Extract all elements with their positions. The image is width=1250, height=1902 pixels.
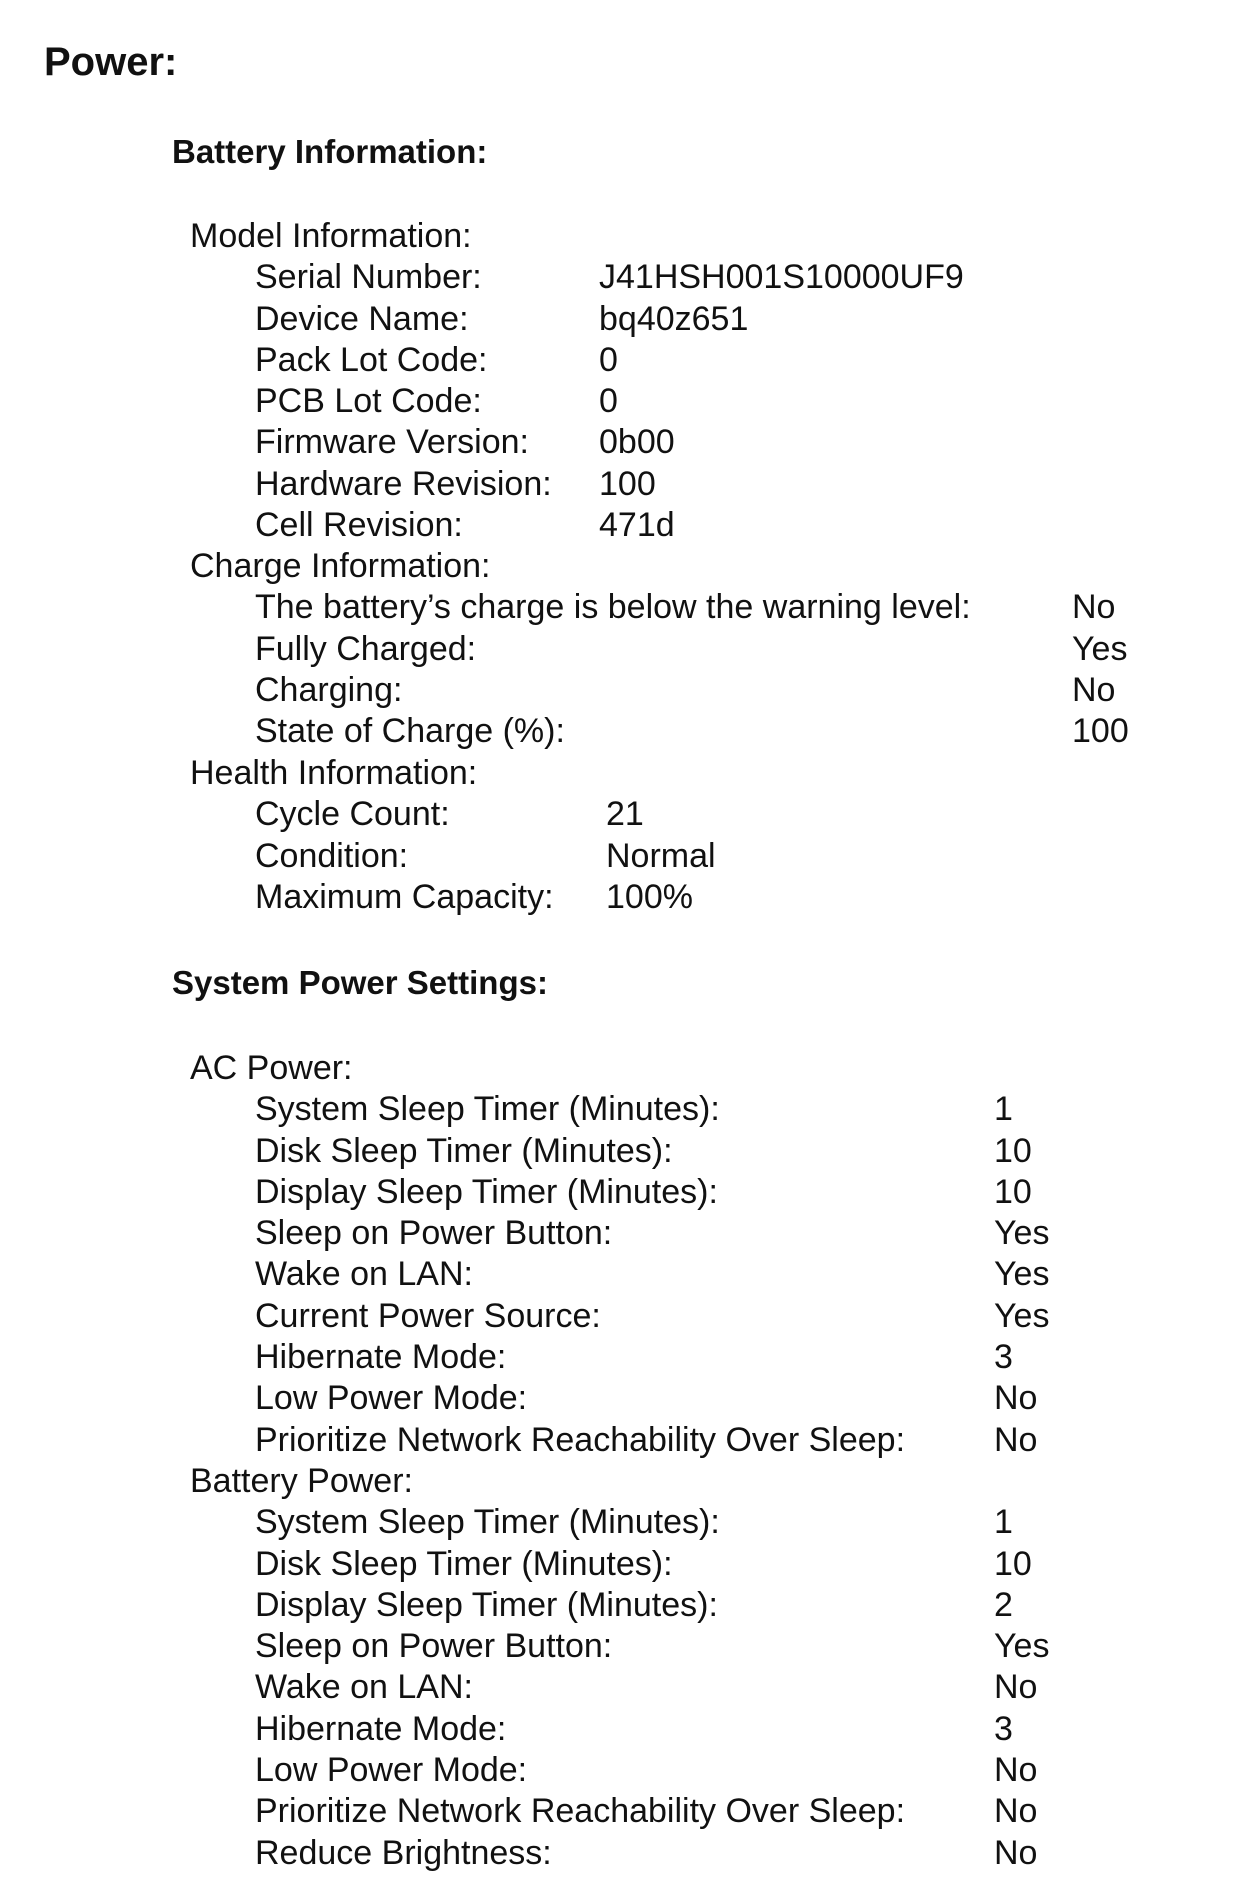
system-power-settings-heading: System Power Settings:	[172, 964, 548, 1001]
row-label: Current Power Source:	[255, 1296, 601, 1335]
row-value: No	[994, 1751, 1038, 1790]
list-item	[190, 1131, 1190, 1172]
list-item	[190, 1420, 1190, 1461]
row-value: 3	[994, 1709, 1013, 1748]
row-label: Charging:	[255, 670, 403, 709]
list-item	[190, 1296, 1190, 1337]
row-value: 0	[599, 340, 618, 379]
row-value: No	[994, 1668, 1038, 1707]
row-label: Serial Number:	[255, 258, 482, 297]
list-item	[190, 340, 1190, 381]
row-label: Reduce Brightness:	[255, 1833, 552, 1872]
row-label: System Sleep Timer (Minutes):	[255, 1503, 720, 1542]
row-value: No	[1072, 670, 1116, 709]
row-value: 0b00	[599, 423, 675, 462]
charge-information-group	[190, 546, 1190, 752]
list-item	[190, 794, 1190, 835]
page-title: Power:	[44, 40, 178, 84]
list-item	[190, 1833, 1190, 1874]
row-value: 3	[994, 1338, 1013, 1377]
row-value: 21	[606, 795, 644, 834]
row-label: Display Sleep Timer (Minutes):	[255, 1172, 718, 1211]
row-label: Fully Charged:	[255, 629, 477, 668]
list-item	[190, 1378, 1190, 1419]
row-label: Wake on LAN:	[255, 1668, 473, 1707]
row-value: 10	[994, 1544, 1032, 1583]
list-item	[190, 1544, 1190, 1585]
group-title: Charge Information:	[190, 547, 491, 585]
list-item	[190, 1254, 1190, 1295]
list-item	[190, 587, 1190, 628]
row-label: Cell Revision:	[255, 506, 463, 545]
row-value: Yes	[994, 1296, 1050, 1335]
health-information-group	[190, 753, 1190, 918]
row-value: Yes	[994, 1627, 1050, 1666]
row-label: Low Power Mode:	[255, 1379, 528, 1418]
row-label: Disk Sleep Timer (Minutes):	[255, 1131, 673, 1170]
list-item	[190, 1626, 1190, 1667]
row-label: Maximum Capacity:	[255, 877, 554, 916]
row-value: No	[994, 1379, 1038, 1418]
model-information-group	[190, 216, 1190, 546]
row-label: Firmware Version:	[255, 423, 529, 462]
row-label: Hibernate Mode:	[255, 1709, 507, 1748]
row-label: Hardware Revision:	[255, 464, 552, 503]
list-item	[190, 711, 1190, 752]
list-item	[190, 1337, 1190, 1378]
row-label: PCB Lot Code:	[255, 382, 482, 421]
battery-power-group	[190, 1461, 1190, 1874]
list-item	[190, 422, 1190, 463]
list-item	[190, 1791, 1190, 1832]
row-label: Wake on LAN:	[255, 1255, 473, 1294]
row-value: Yes	[1072, 629, 1128, 668]
group-title: Health Information:	[190, 754, 478, 792]
row-label: Sleep on Power Button:	[255, 1214, 613, 1253]
row-value: 100	[1072, 712, 1129, 751]
row-label: Disk Sleep Timer (Minutes):	[255, 1544, 673, 1583]
battery-information-heading: Battery Information:	[172, 133, 488, 170]
ac-power-group	[190, 1048, 1190, 1461]
list-item	[190, 1502, 1190, 1543]
row-value: 100%	[606, 877, 693, 916]
list-item	[190, 381, 1190, 422]
row-value: No	[994, 1833, 1038, 1872]
list-item	[190, 1709, 1190, 1750]
list-item	[190, 836, 1190, 877]
row-value: Yes	[994, 1214, 1050, 1253]
row-value: Normal	[606, 836, 716, 875]
list-item	[190, 1667, 1190, 1708]
list-item	[190, 1172, 1190, 1213]
row-value: 1	[994, 1503, 1013, 1542]
list-item	[190, 299, 1190, 340]
row-value: 10	[994, 1131, 1032, 1170]
list-item	[190, 257, 1190, 298]
row-label: The battery’s charge is below the warning level:	[255, 588, 971, 627]
row-value: 100	[599, 464, 656, 503]
row-value: No	[994, 1792, 1038, 1831]
list-item	[190, 1213, 1190, 1254]
row-value: 0	[599, 382, 618, 421]
row-label: Pack Lot Code:	[255, 340, 488, 379]
list-item	[190, 1089, 1190, 1130]
list-item	[190, 505, 1190, 546]
row-label: Prioritize Network Reachability Over Sleep:	[255, 1792, 906, 1831]
row-label: Display Sleep Timer (Minutes):	[255, 1585, 718, 1624]
row-value: 1	[994, 1090, 1013, 1129]
row-label: Condition:	[255, 836, 409, 875]
group-title: Model Information:	[190, 217, 472, 255]
group-title: AC Power:	[190, 1049, 353, 1087]
row-label: Prioritize Network Reachability Over Sleep:	[255, 1420, 906, 1459]
row-label: Low Power Mode:	[255, 1751, 528, 1790]
row-label: Device Name:	[255, 299, 469, 338]
row-label: Hibernate Mode:	[255, 1338, 507, 1377]
list-item	[190, 670, 1190, 711]
row-label: Sleep on Power Button:	[255, 1627, 613, 1666]
row-label: System Sleep Timer (Minutes):	[255, 1090, 720, 1129]
row-value: 10	[994, 1172, 1032, 1211]
row-value: 2	[994, 1585, 1013, 1624]
list-item	[190, 1750, 1190, 1791]
list-item	[190, 464, 1190, 505]
list-item	[190, 629, 1190, 670]
row-value: No	[1072, 588, 1116, 627]
list-item	[190, 1585, 1190, 1626]
row-label: State of Charge (%):	[255, 712, 565, 751]
row-label: Cycle Count:	[255, 795, 450, 834]
row-value: J41HSH001S10000UF9	[599, 258, 964, 297]
row-value: Yes	[994, 1255, 1050, 1294]
row-value: bq40z651	[599, 299, 749, 338]
list-item	[190, 877, 1190, 918]
row-value: 471d	[599, 506, 675, 545]
group-title: Battery Power:	[190, 1462, 413, 1500]
row-value: No	[994, 1420, 1038, 1459]
